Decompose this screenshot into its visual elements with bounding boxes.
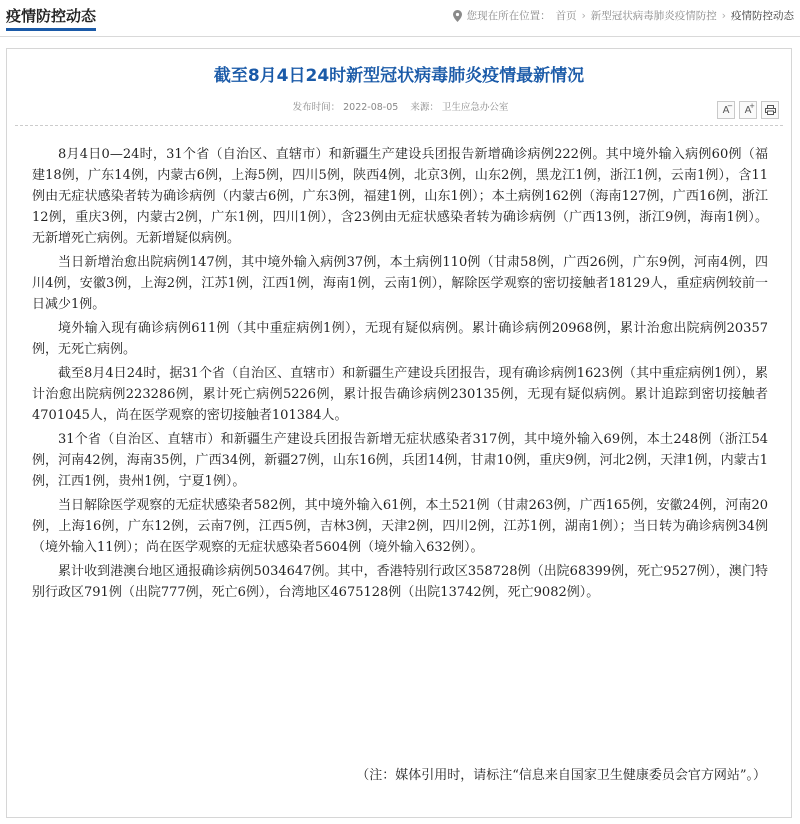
paragraph: 31个省（自治区、直辖市）和新疆生产建设兵团报告新增无症状感染者317例，其中境外输入69例，本土248例（浙江54例，河南42例，海南35例，广西34例，新疆27例，山东16例，兵团14例，甘肃10例，重庆9例，河北2例，天津1例，内蒙古1例，江西1例，贵州1例，宁夏1例）。 <box>32 432 768 489</box>
breadcrumb-home[interactable]: 首页 <box>555 10 577 22</box>
section-title[interactable]: 疫情防控动态 <box>6 7 96 31</box>
article-tools <box>717 101 779 119</box>
divider <box>15 125 783 126</box>
print-button[interactable] <box>761 101 779 119</box>
source-value: 卫生应急办公室 <box>441 102 509 113</box>
paragraph: 8月4日0—24时，31个省（自治区、直辖市）和新疆生产建设兵团报告新增确诊病例222例。其中境外输入病例60例（福建18例，广东14例，内蒙古6例，上海5例，四川5例，陕西4例，北京3例，山东2例，黑龙江1例，浙江1例，云南1例），含11例由无症状感染者转为确诊病例（内蒙古6例，广东3例，福建1例，山东1例）；本土病例162例（海南127例，广西16例，浙江12例，重庆3例，内蒙古2例，广东1例，四川1例），含23例由无症状感染者转为确诊病例（广西13例，浙江9例，海南1例）。无新增死亡病例。无新增疑似病例。 <box>32 147 768 246</box>
breadcrumb-separator: › <box>581 10 586 22</box>
source-label: 来源： <box>410 102 439 113</box>
paragraph: 当日解除医学观察的无症状感染者582例，其中境外输入61例，本土521例（甘肃263例，广西165例，安徽24例，河南20例，上海16例，广东12例，云南7例，江西5例，吉林3例，天津2例，四川2例，江苏1例，湖南1例）；当日转为确诊病例34例（境外输入11例）；尚在医学观察的无症状感染者5604例（境外输入632例）。 <box>32 498 768 555</box>
publish-label: 发布时间： <box>292 102 341 113</box>
plus-icon: + <box>749 102 755 110</box>
paragraph: 当日新增治愈出院病例147例，其中境外输入病例37例，本土病例110例（甘肃58例，广西26例，广东9例，河南4例，四川4例，安徽3例，上海2例，江苏1例，江西1例，海南1例，云南1例），解除医学观察的密切接触者18129人，重症病例较前一日减少1例。 <box>32 255 768 312</box>
print-icon <box>765 105 776 115</box>
paragraph: 累计收到港澳台地区通报确诊病例5034647例。其中，香港特别行政区358728例（出院68399例，死亡9527例），澳门特别行政区791例（出院777例，死亡6例），台湾地区4675128例（出院13742例，死亡9082例）。 <box>32 564 768 600</box>
decrease-font-button[interactable]: A − <box>717 101 735 119</box>
location-pin-icon <box>453 10 462 22</box>
article-meta <box>7 102 791 114</box>
increase-font-button[interactable]: A + <box>739 101 757 119</box>
article-body <box>32 144 768 606</box>
minus-icon: − <box>727 102 733 110</box>
breadcrumb-separator: › <box>721 10 726 22</box>
top-bar <box>0 0 800 37</box>
publish-date: 2022-08-05 <box>343 102 399 113</box>
article-title: 截至8月4日24时新型冠状病毒肺炎疫情最新情况 <box>213 66 585 86</box>
paragraph: 境外输入现有确诊病例611例（其中重症病例1例），无现有疑似病例。累计确诊病例20968例，累计治愈出院病例20357例，无死亡病例。 <box>32 321 768 357</box>
breadcrumb <box>453 9 794 23</box>
media-note: （注：媒体引用时，请标注“信息来自国家卫生健康委员会官方网站”。） <box>356 768 766 783</box>
paragraph: 截至8月4日24时，据31个省（自治区、直辖市）和新疆生产建设兵团报告，现有确诊病例1623例（其中重症病例1例），累计治愈出院病例223286例，累计死亡病例5226例，累计报告确诊病例230135例，无现有疑似病例。累计追踪到密切接触者4701045人，尚在医学观察的密切接触者101384人。 <box>32 366 768 423</box>
location-label: 您现在所在位置： <box>466 10 551 22</box>
breadcrumb-epidemic-control[interactable]: 新型冠状病毒肺炎疫情防控 <box>590 10 717 22</box>
breadcrumb-current[interactable]: 疫情防控动态 <box>731 10 794 22</box>
